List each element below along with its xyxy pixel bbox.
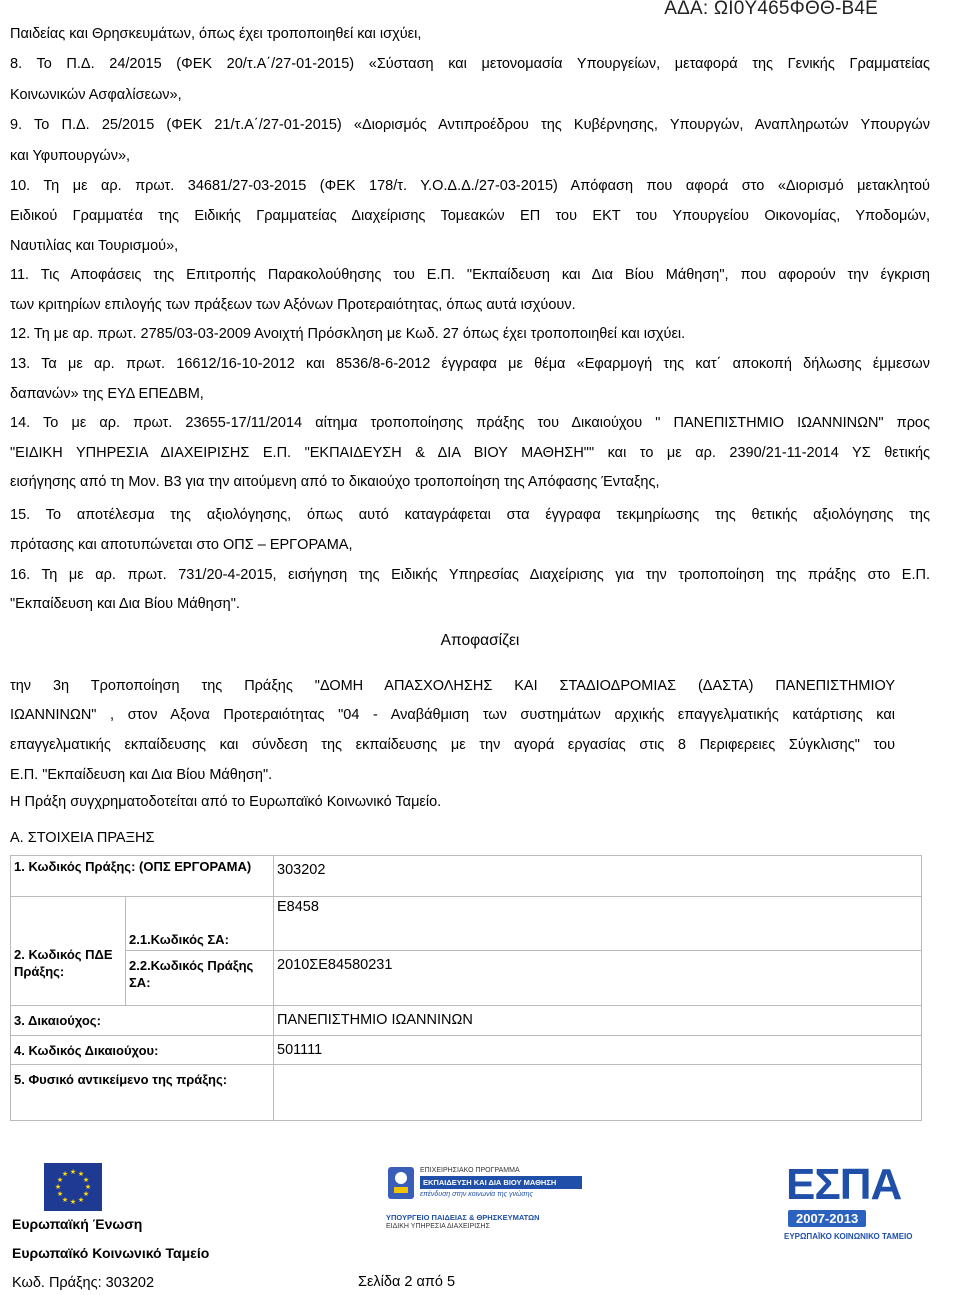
eu-flag-icon: [44, 1163, 102, 1211]
footer-page-number: Σελίδα 2 από 5: [358, 1274, 456, 1290]
ep-logo-line4: ΥΠΟΥΡΓΕΙΟ ΠΑΙΔΕΙΑΣ & ΘΡΗΣΚΕΥΜΑΤΩΝ: [386, 1213, 540, 1222]
beneficiary-value: ΠΑΝΕΠΙΣΤΗΜΙΟ ΙΩΑΝΝΙΝΩΝ: [274, 1006, 922, 1036]
intro-line: δαπανών» της ΕΥΔ ΕΠΕΔΒΜ,: [10, 386, 204, 402]
intro-line: 12. Τη με αρ. πρωτ. 2785/03-03-2009 Ανοιχτή Πρόσκληση με Κωδ. 27 όπως έχει τροποποιηθεί και ισχύει.: [10, 326, 686, 342]
ep-logo-line2: ΕΚΠΑΙΔΕΥΣΗ ΚΑΙ ΔΙΑ ΒΙΟΥ ΜΑΘΗΣΗ: [420, 1176, 582, 1189]
intro-line: "ΕΙΔΙΚΗ ΥΠΗΡΕΣΙΑ ΔΙΑΧΕΙΡΙΣΗΣ Ε.Π. "ΕΚΠΑΙΔΕΥΣΗ & ΔΙΑ ΒΙΟΥ ΜΑΘΗΣΗ"" και το με αρ. 2390/21-11-2014 ΥΣ θετικής: [10, 445, 930, 461]
svg-text:★: ★: [54, 1183, 62, 1191]
svg-text:★: ★: [77, 1196, 85, 1204]
decision-title: Αποφασίζει: [440, 632, 520, 649]
sa-code-value: Ε8458: [274, 897, 922, 951]
svg-text:★: ★: [84, 1183, 92, 1191]
beneficiary-code-value: 501111: [274, 1036, 922, 1065]
intro-line: 13. Τα με αρ. πρωτ. 16612/16-10-2012 και 8536/8-6-2012 έγγραφα με θέμα «Εφαρμογή της κατ΄ αποκοπή δήλωσης έμμεσων: [10, 356, 930, 372]
project-info-table: [10, 855, 922, 1121]
intro-line: Ναυτιλίας και Τουρισμού»,: [10, 238, 179, 254]
espa-logo: [782, 1160, 932, 1248]
beneficiary-label: 3. Δικαιούχος:: [11, 1006, 274, 1036]
intro-line: Κοινωνικών Ασφαλίσεων»,: [10, 87, 182, 103]
espa-years: 2007-2013: [788, 1210, 866, 1227]
ep-education-logo: [386, 1165, 584, 1245]
intro-line: και Υφυπουργών»,: [10, 148, 131, 164]
intro-line: 14. Το με αρ. πρωτ. 23655-17/11/2014 αίτημα τροποποίησης πράξης του Δικαιούχου " ΠΑΝΕΠΙΣΤΗΜΙΟ ΙΩΑΝΝΙΝΩΝ" προς: [10, 415, 930, 431]
footer-eu-fund: Ευρωπαϊκό Κοινωνικό Ταμείο: [12, 1245, 210, 1261]
svg-text:★: ★: [77, 1170, 85, 1178]
pde-code-label-text: 2. Κωδικός ΠΔΕ Πράξης:: [14, 947, 113, 979]
footer-project-code: Κωδ. Πράξης: 303202: [12, 1275, 155, 1291]
espa-fund: ΕΥΡΩΠΑΪΚΟ ΚΟΙΝΩΝΙΚΟ ΤΑΜΕΙΟ: [784, 1232, 913, 1241]
svg-text:★: ★: [82, 1190, 90, 1198]
decision-body: [10, 0, 895, 830]
intro-line: "Εκπαίδευση και Δια Βίου Μάθηση".: [10, 596, 240, 612]
intro-line: των κριτηρίων επιλογής των πράξεων των Αξόνων Προτεραιότητας, όπως αυτά ισχύουν.: [10, 297, 576, 313]
ep-logo-line3: επένδυση στην κοινωνία της γνώσης: [420, 1191, 533, 1198]
svg-text:★: ★: [82, 1176, 90, 1184]
ep-logo-graphic-icon: [386, 1165, 416, 1201]
intro-line: εισήγησης από τη Μον. Β3 για την αιτούμενη από το δικαιούχο τροποποίηση της Απόφασης Ένταξης,: [10, 474, 660, 490]
section-heading: Α. ΣΤΟΙΧΕΙΑ ΠΡΑΞΗΣ: [10, 830, 155, 846]
intro-line: 8. Το Π.Δ. 24/2015 (ΦΕΚ 20/τ.Α΄/27-01-2015) «Σύσταση και μετονομασία Υπουργείων, μεταφορά της Γενικής Γραμματείας: [10, 56, 930, 72]
svg-text:★: ★: [61, 1170, 69, 1178]
beneficiary-code-label: 4. Κωδικός Δικαιούχου:: [11, 1036, 274, 1065]
intro-line: 11. Τις Αποφάσεις της Επιτροπής Παρακολούθησης του Ε.Π. "Εκπαίδευση και Δια Βίου Μάθηση", που αφορούν την έγκριση: [10, 267, 930, 283]
intro-line: πρότασης και αποτυπώνεται στο ΟΠΣ – ΕΡΓΟΡΑΜΑ,: [10, 537, 353, 553]
svg-text:★: ★: [56, 1176, 64, 1184]
decision-line: την 3η Τροποποίηση της Πράξης "ΔΟΜΗ ΑΠΑΣΧΟΛΗΣΗΣ ΚΑΙ ΣΤΑΔΙΟΔΡΟΜΙΑΣ (ΔΑΣΤΑ) ΠΑΝΕΠΙΣΤΗΜΙΟΥ: [10, 678, 895, 694]
intro-line: 9. Το Π.Δ. 25/2015 (ΦΕΚ 21/τ.Α΄/27-01-2015) «Διορισμός Αντιπροέδρου της Κυβέρνησης, Υπουργών, Αναπληρωτών Υπουργών: [10, 117, 930, 133]
svg-text:★: ★: [61, 1196, 69, 1204]
svg-text:★: ★: [56, 1190, 64, 1198]
sa-project-code-label: 2.2.Κωδικός Πράξης ΣΑ:: [126, 951, 274, 1006]
physical-object-value: [274, 1065, 922, 1121]
intro-line: 15. Το αποτέλεσμα της αξιολόγησης, όπως αυτό καταγράφεται στα έγγραφα τεκμηρίωσης της θετικής αξιολόγησης της: [10, 507, 930, 523]
decision-line: Ε.Π. "Εκπαίδευση και Δια Βίου Μάθηση".: [10, 767, 273, 783]
decision-line: επαγγελματικής εκπαίδευσης και σύνδεση της εκπαίδευσης με την αγορά εργασίας στις 8 Περιφερειες Σύγκλισης" του: [10, 737, 895, 753]
sa-project-code-value: 2010ΣΕ84580231: [274, 951, 922, 1006]
footer-eu-union: Ευρωπαϊκή Ένωση: [12, 1216, 143, 1232]
decision-line: ΙΩΑΝΝΙΝΩΝ" , στον Αξονα Προτεραιότητας "04 - Αναβάθμιση των συστημάτων αρχικής επαγγελματικής κατάρτισης και: [10, 707, 895, 723]
intro-line: Παιδείας και Θρησκευμάτων, όπως έχει τροποποιηθεί και ισχύει,: [10, 26, 422, 42]
svg-text:★: ★: [69, 1168, 77, 1176]
espa-text: ΕΣΠΑ: [786, 1160, 902, 1209]
intro-line: Ειδικού Γραμματέα της Ειδικής Γραμματείας Διαχείρισης Τομεακών ΕΠ του ΕΚΤ του Υπουργείου Οικονομίας, Υποδομών,: [10, 208, 930, 224]
svg-text:★: ★: [69, 1198, 77, 1206]
ep-logo-line5: ΕΙΔΙΚΗ ΥΠΗΡΕΣΙΑ ΔΙΑΧΕΙΡΙΣΗΣ: [386, 1223, 490, 1230]
intro-line: 16. Τη με αρ. πρωτ. 731/20-4-2015, εισήγηση της Ειδικής Υπηρεσίας Διαχείρισης για την τροποποίηση της πράξης στο Ε.Π.: [10, 567, 930, 583]
ep-logo-line1: ΕΠΙΧΕΙΡΗΣΙΑΚΟ ΠΡΟΓΡΑΜΜΑ: [420, 1167, 520, 1174]
pde-code-label: [11, 897, 126, 1006]
physical-object-label: 5. Φυσικό αντικείμενο της πράξης:: [11, 1065, 274, 1121]
decision-line: Η Πράξη συγχρηματοδοτείται από το Ευρωπαϊκό Κοινωνικό Ταμείο.: [10, 794, 442, 810]
project-code-value: 303202: [274, 856, 922, 897]
intro-line: 10. Τη με αρ. πρωτ. 34681/27-03-2015 (ΦΕΚ 178/τ. Υ.Ο.Δ.Δ./27-03-2015) Απόφαση που αφορά στο «Διορισμό μετακλητού: [10, 178, 930, 194]
ada-code: ΑΔΑ: ΩΙ0Υ465ΦΘΘ-Β4Ε: [664, 0, 878, 19]
sa-code-label: 2.1.Κωδικός ΣΑ:: [126, 897, 274, 951]
project-code-label: 1. Κωδικός Πράξης: (ΟΠΣ ΕΡΓΟΡΑΜΑ): [11, 856, 274, 897]
